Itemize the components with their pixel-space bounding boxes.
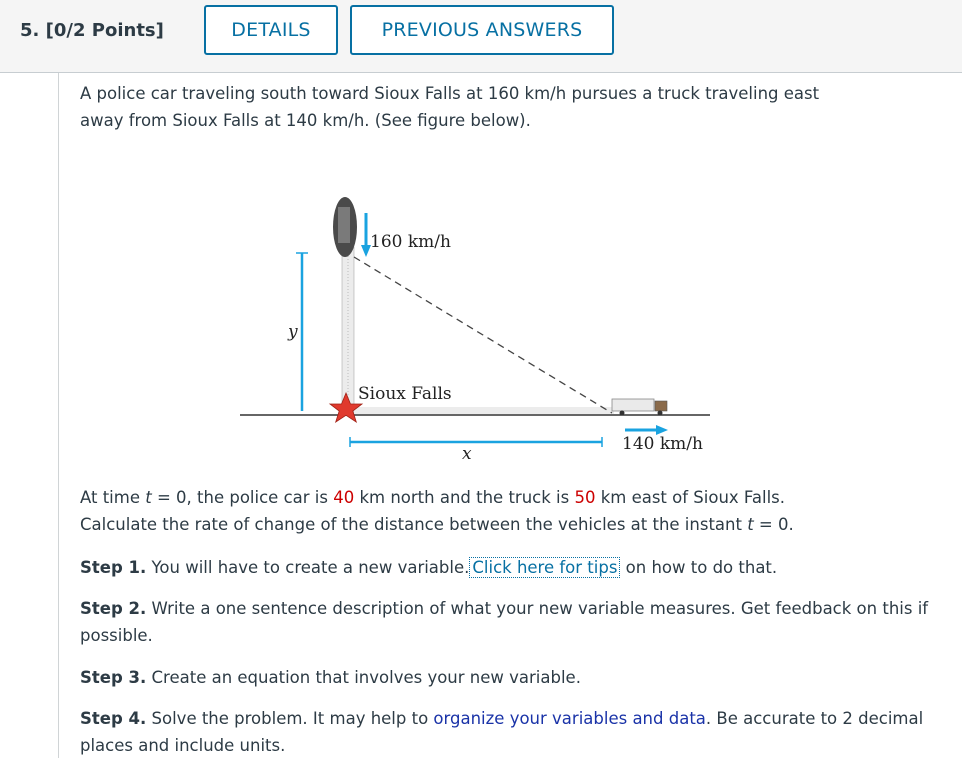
truck-wheel-icon (658, 411, 663, 416)
step-3-label: Step 3. (80, 668, 147, 687)
step-4-text: Solve the problem. It may help to (146, 709, 434, 728)
step-4-label: Step 4. (80, 709, 147, 728)
question-number: 5. (20, 20, 40, 41)
intro-line-2: away from Sioux Falls at 140 km/h. (See figure below). (80, 111, 531, 130)
police-car-roof (338, 207, 350, 243)
intro-line-1: A police car traveling south toward Sioux Falls at 160 km/h pursues a truck traveling east (80, 84, 820, 103)
tips-link[interactable]: Click here for tips (469, 557, 620, 578)
step-1 (80, 554, 930, 581)
given-text: = 0. (753, 515, 794, 534)
step-4 (80, 705, 930, 759)
horizontal-road-strip (354, 407, 614, 414)
north-distance-value: 40 (333, 488, 355, 507)
time-variable: t (145, 488, 152, 507)
time-variable: t (747, 515, 754, 534)
truck-speed-label: 140 km/h (622, 434, 703, 454)
truck-wheel-icon (620, 411, 625, 416)
step-1-label: Step 1. (80, 558, 147, 577)
given-line-2 (80, 511, 930, 538)
x-label: x (462, 444, 472, 464)
truck-trailer-icon (612, 399, 654, 411)
previous-answers-button[interactable]: PREVIOUS ANSWERS (350, 5, 614, 55)
step-2 (80, 595, 930, 649)
problem-intro (80, 80, 930, 134)
details-button[interactable]: DETAILS (204, 5, 338, 55)
given-text: km east of Sioux Falls. (595, 488, 786, 507)
east-distance-value: 50 (574, 488, 596, 507)
y-label: y (288, 322, 298, 342)
question-title (20, 20, 164, 41)
step-4-tail: . Be accurate to 2 decimal places and include units. (80, 709, 924, 755)
police-speed-label: 160 km/h (370, 232, 451, 252)
step-2-text: Write a one sentence description of what your new variable measures. Get feedback on this if possible. (80, 599, 929, 645)
step-3 (80, 664, 930, 691)
problem-figure (230, 185, 710, 465)
given-line-1 (80, 484, 930, 511)
truck-cab-icon (655, 401, 667, 411)
given-text: = 0, the police car is (151, 488, 334, 507)
city-label: Sioux Falls (358, 384, 452, 404)
organize-variables-link[interactable]: organize your variables and data (433, 709, 706, 728)
question-header (0, 0, 962, 73)
step-1-tail: on how to do that. (620, 558, 778, 577)
given-text: km north and the truck is (354, 488, 575, 507)
given-conditions (80, 484, 930, 538)
given-text: At time (80, 488, 146, 507)
step-2-label: Step 2. (80, 599, 147, 618)
step-1-text: You will have to create a new variable. (146, 558, 470, 577)
content-divider (58, 73, 59, 758)
step-3-text: Create an equation that involves your new variable. (146, 668, 581, 687)
question-points: [0/2 Points] (45, 20, 164, 41)
given-text: Calculate the rate of change of the distance between the vehicles at the instant (80, 515, 748, 534)
